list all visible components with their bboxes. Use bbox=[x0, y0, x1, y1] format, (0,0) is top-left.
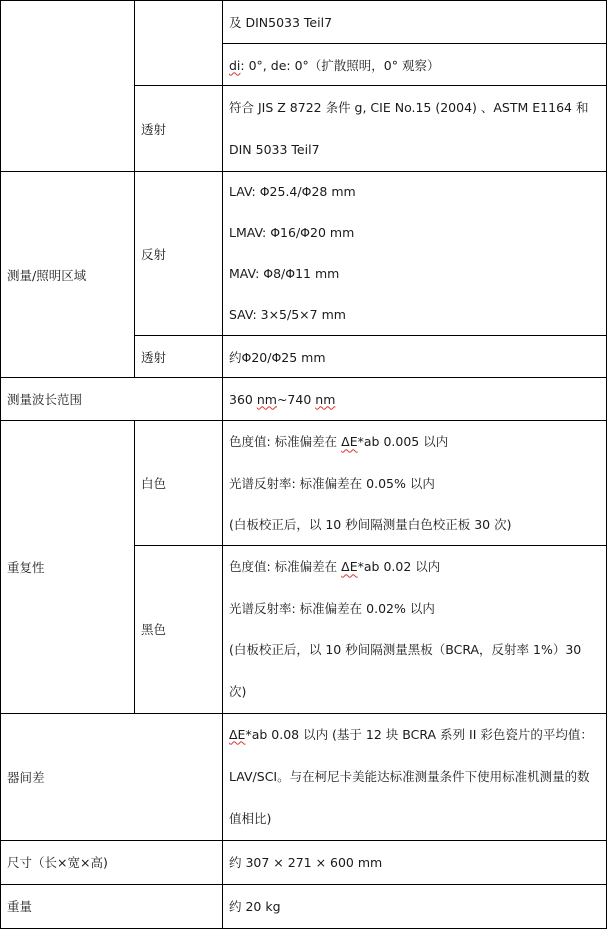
table-row bbox=[1, 713, 607, 840]
value-cell: 约Φ20/Φ25 mm bbox=[223, 336, 607, 378]
value-cell: 符合 JIS Z 8722 条件 g, CIE No.15 (2004) 、ASTM E1164 和 DIN 5033 Teil7 bbox=[223, 86, 607, 172]
value-cell bbox=[223, 294, 607, 336]
value-text: ~740 bbox=[276, 391, 316, 407]
method-cell-empty bbox=[135, 1, 223, 86]
spellcheck-underlined-text: di bbox=[229, 57, 241, 73]
value-text: : 0°, de: 0°（扩散照明，0° 观察） bbox=[240, 57, 440, 73]
value-text: 色度值: 标准偏差在 bbox=[229, 559, 342, 575]
method-cell: 白色 bbox=[135, 421, 223, 546]
value-cell bbox=[223, 713, 607, 840]
spellcheck-underlined-text: ΔE bbox=[341, 434, 358, 450]
value-text: LAV: Φ25.4/Φ28 mm bbox=[229, 184, 356, 200]
value-cell bbox=[223, 253, 607, 294]
value-text: (白板校正后，以 10 秒间隔测量白色校正板 30 次) bbox=[229, 517, 512, 533]
value-text: LMAV: Φ16/Φ20 mm bbox=[229, 224, 355, 240]
method-cell: 黑色 bbox=[135, 546, 223, 714]
table-row bbox=[1, 884, 607, 928]
value-text: 及 DIN5033 Teil7 bbox=[229, 15, 333, 30]
value-text: 色度值: 标准偏差在 bbox=[229, 434, 342, 450]
value-cell: 约 307 × 271 × 600 mm bbox=[223, 840, 607, 884]
spellcheck-underlined-text: nm bbox=[256, 391, 277, 407]
value-text: *ab 0.005 以内 bbox=[357, 434, 449, 450]
spellcheck-underlined-text: nm bbox=[315, 391, 336, 407]
item-cell: 重量 bbox=[1, 884, 223, 928]
value-cell bbox=[223, 378, 607, 421]
item-cell: 重复性 bbox=[1, 421, 135, 714]
value-text: *ab 0.08 以内 (基于 12 块 BCRA 系列 II 彩色瓷片的平均值：LAV/SCI。与在柯尼卡美能达标准测量条件下使用标准机测量的数值相比) bbox=[229, 726, 593, 826]
value-text: MAV: Φ8/Φ11 mm bbox=[229, 265, 340, 281]
value-text: *ab 0.02 以内 bbox=[357, 559, 441, 575]
item-cell: 尺寸（长×宽×高) bbox=[1, 840, 223, 884]
value-text: 360 bbox=[229, 391, 257, 407]
spellcheck-underlined-text: ΔE bbox=[229, 726, 246, 742]
method-cell: 透射 bbox=[135, 336, 223, 378]
table-row bbox=[1, 1, 607, 44]
method-cell: 反射 bbox=[135, 172, 223, 336]
value-cell bbox=[223, 504, 607, 546]
item-cell: 测量波长范围 bbox=[1, 378, 223, 421]
table-row bbox=[1, 172, 607, 212]
value-cell: 约 20 kg bbox=[223, 884, 607, 928]
table-row bbox=[1, 421, 607, 462]
item-cell: 测量/照明区域 bbox=[1, 172, 135, 378]
value-cell bbox=[223, 462, 607, 504]
table-row bbox=[1, 840, 607, 884]
item-cell: 器间差 bbox=[1, 713, 223, 840]
value-cell bbox=[223, 421, 607, 462]
value-text: SAV: 3×5/5×7 mm bbox=[229, 306, 346, 322]
value-text: 光谱反射率: 标准偏差在 0.05% 以内 bbox=[229, 475, 435, 491]
spellcheck-underlined-text: ΔE bbox=[341, 559, 358, 575]
value-cell bbox=[223, 212, 607, 253]
value-cell bbox=[223, 546, 607, 587]
table-row bbox=[1, 378, 607, 421]
value-cell bbox=[223, 44, 607, 86]
method-cell: 透射 bbox=[135, 86, 223, 172]
item-cell-empty bbox=[1, 1, 135, 172]
value-cell bbox=[223, 1, 607, 44]
value-text: 光谱反射率: 标准偏差在 0.02% 以内 bbox=[229, 600, 435, 616]
value-cell bbox=[223, 172, 607, 212]
value-cell: (白板校正后，以 10 秒间隔测量黑板（BCRA，反射率 1%）30 次) bbox=[223, 629, 607, 714]
value-cell bbox=[223, 587, 607, 629]
